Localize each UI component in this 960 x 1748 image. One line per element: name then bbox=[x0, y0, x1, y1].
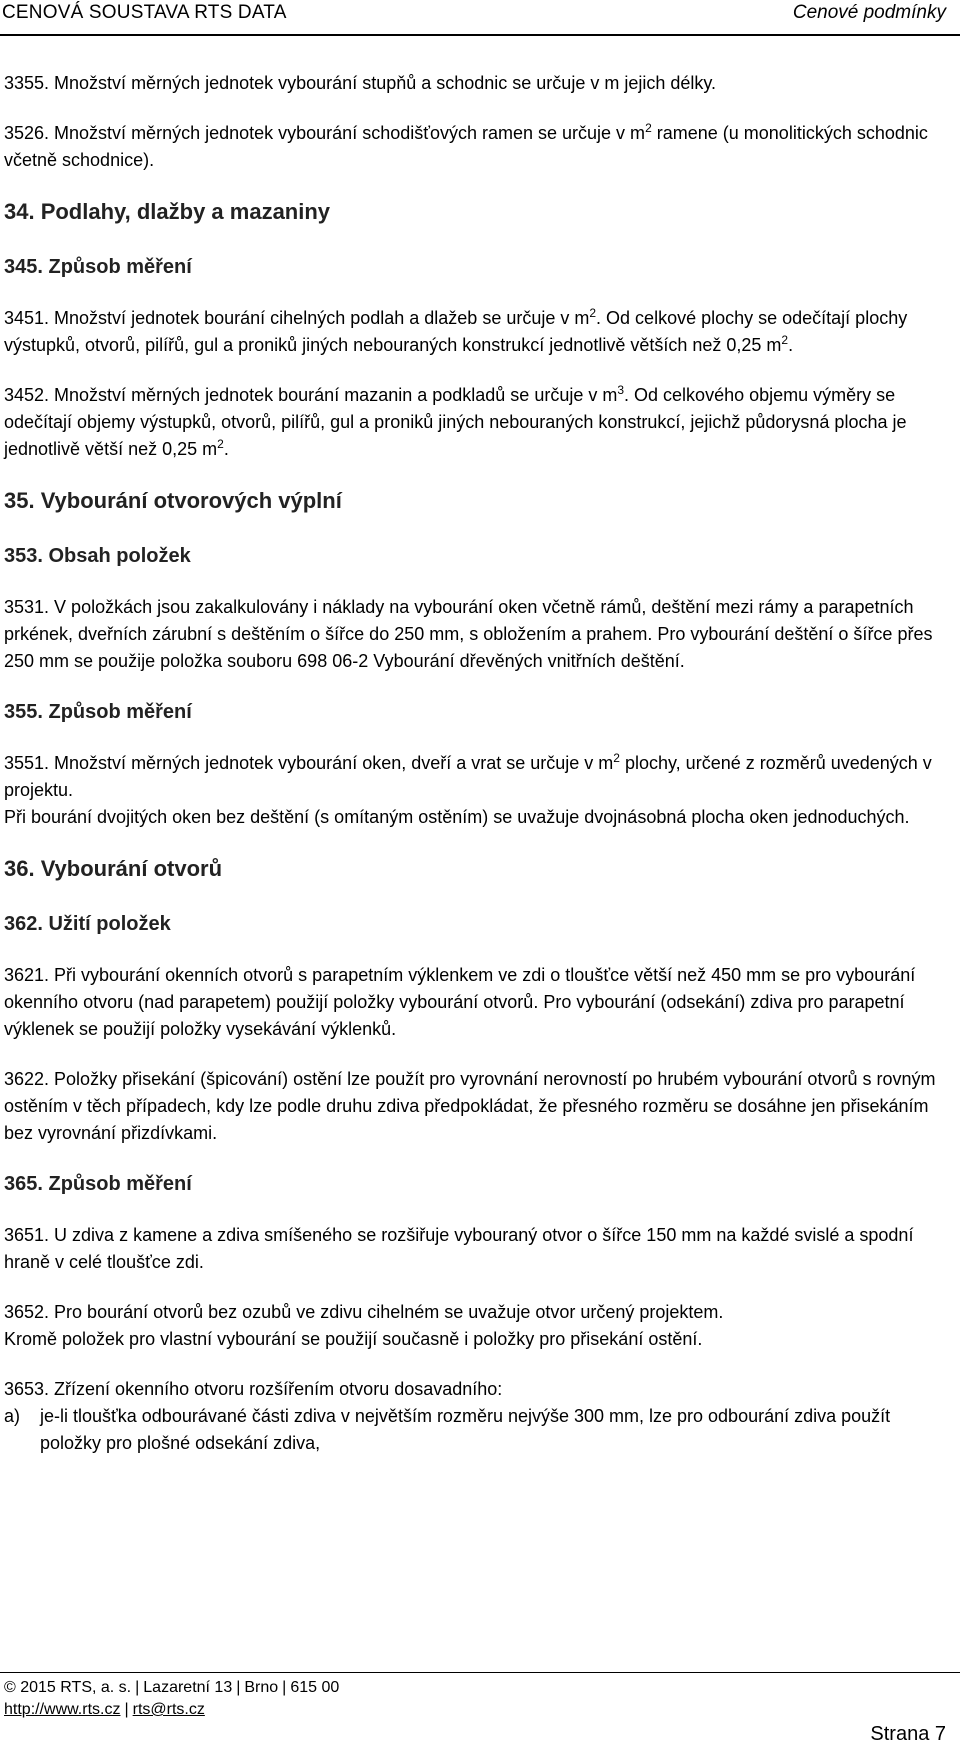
page-footer bbox=[0, 1672, 960, 1748]
page-header bbox=[0, 0, 960, 36]
paragraph-3653: 3653. Zřízení okenního otvoru rozšířením otvoru dosavadního: bbox=[4, 1379, 503, 1399]
paragraph-3622: 3622. Položky přisekání (špicování) ostění lze použít pro vyrovnání nerovností po hrubém vybourání otvorů s rovným ostěním v těch případech, kdy lze podle druhu zdiva předpokládat, že přesného rozměru se dosáhne jen přisekáním bez vyrovnání přizdívkami. bbox=[4, 1069, 936, 1143]
footer-street: Lazaretní 13 bbox=[143, 1679, 233, 1696]
heading-365: 365. Způsob měření bbox=[4, 1173, 192, 1195]
footer-email-link[interactable]: rts@rts.cz bbox=[132, 1701, 205, 1718]
paragraph-3652: 3652. Pro bourání otvorů bez ozubů ve zdivu cihelném se uvažuje otvor určený projektem. bbox=[4, 1302, 724, 1322]
paragraph-3652-note: Kromě položek pro vlastní vybourání se použijí současně i položky pro přisekání ostění. bbox=[4, 1329, 703, 1349]
paragraph-3452: 3452. Množství měrných jednotek bourání mazanin a podkladů se určuje v $m^3$. Od celkového objemu výměry se odečítají objemy výstupků, otvorů, pilířů, gul a proniků jiných nebouraných konstrukcí, jejichž půdorysná plocha je jednotlivě větší než 0,25 $m^2$. bbox=[4, 383, 907, 459]
footer-contacts: http://www.rts.cz | rts@rts.cz bbox=[4, 1701, 205, 1718]
paragraph-3651: 3651. U zdiva z kamene a zdiva smíšeného se rozšiřuje vybouraný otvor o šířce 150 mm na každé svislé a spodní hraně v celé tloušťce zdi. bbox=[4, 1225, 914, 1272]
document-body bbox=[4, 70, 954, 1457]
paragraph-3621: 3621. Při vybourání okenních otvorů s parapetním výklenkem ve zdi o tloušťce větší než 450 mm se pro vybourání okenního otvoru (nad parapetem) použijí položky vybourání otvorů. Pro vybourání (odsekání) zdiva pro parapetní výklenek se použijí položky vysekávání výklenků. bbox=[4, 965, 916, 1039]
paragraph-3531: 3531. V položkách jsou zakalkulovány i náklady na vybourání oken včetně rámů, deštění mezi rámy a parapetních prkének, dveřních zárubní s deštěním o šířce do 250 mm, s obložením a prahem. Pro vybourání deštění o šířce přes 250 mm se použije položka souboru 698 06-2 Vybourání dřevěných vnitřních deštění. bbox=[4, 597, 933, 671]
heading-36: 36. Vybourání otvorů bbox=[4, 856, 223, 881]
heading-34: 34. Podlahy, dlažby a mazaniny bbox=[4, 199, 331, 224]
list-item bbox=[4, 1403, 954, 1457]
paragraph-3355: 3355. Množství měrných jednotek vybourání stupňů a schodnic se určuje v m jejich délky. bbox=[4, 73, 717, 93]
footer-web-link[interactable]: http://www.rts.cz bbox=[4, 1701, 121, 1718]
paragraph-3551-note: Při bourání dvojitých oken bez deštění (s omítaným ostěním) se uvažuje dvojnásobná plocha oken jednoduchých. bbox=[4, 807, 910, 827]
paragraph-3451: 3451. Množství jednotek bourání cihelných podlah a dlažeb se určuje v $m^2$. Od celkové plochy se odečítají plochy výstupků, otvorů, pilířů, gul a proniků jiných nebouraných konstrukcí jednotlivě větších než 0,25 $m^2$. bbox=[4, 306, 908, 355]
list-item-text: je-li tloušťka odbourávané části zdiva v největším rozměru nejvýše 300 mm, lze pro odbourání zdiva použít položky pro plošné odsekání zdiva, bbox=[40, 1406, 891, 1453]
footer-city: Brno bbox=[244, 1679, 279, 1696]
footer-copyright: © 2015 RTS, a. s. bbox=[4, 1679, 132, 1696]
heading-345: 345. Způsob měření bbox=[4, 256, 192, 278]
heading-35: 35. Vybourání otvorových výplní bbox=[4, 488, 342, 513]
list-marker: a) bbox=[4, 1406, 21, 1426]
paragraph-3526: 3526. Množství měrných jednotek vybourání schodišťových ramen se určuje v $m^2$ ramene (u monolitických schodnic včetně schodnice). bbox=[4, 121, 928, 170]
heading-353: 353. Obsah položek bbox=[4, 545, 191, 567]
header-title: CENOVÁ SOUSTAVA RTS DATA bbox=[2, 2, 287, 23]
page-number: Strana 7 bbox=[870, 1723, 946, 1745]
footer-address: © 2015 RTS, a. s. | Lazaretní 13 | Brno | 615 00 bbox=[4, 1679, 340, 1696]
heading-362: 362. Užití položek bbox=[4, 913, 171, 935]
footer-zip: 615 00 bbox=[290, 1679, 340, 1696]
heading-355: 355. Způsob měření bbox=[4, 701, 192, 723]
header-section: Cenové podmínky bbox=[792, 2, 946, 23]
paragraph-3551: 3551. Množství měrných jednotek vybourání oken, dveří a vrat se určuje v $m^2$ plochy, určené z rozměrů uvedených v projektu. bbox=[4, 751, 932, 800]
